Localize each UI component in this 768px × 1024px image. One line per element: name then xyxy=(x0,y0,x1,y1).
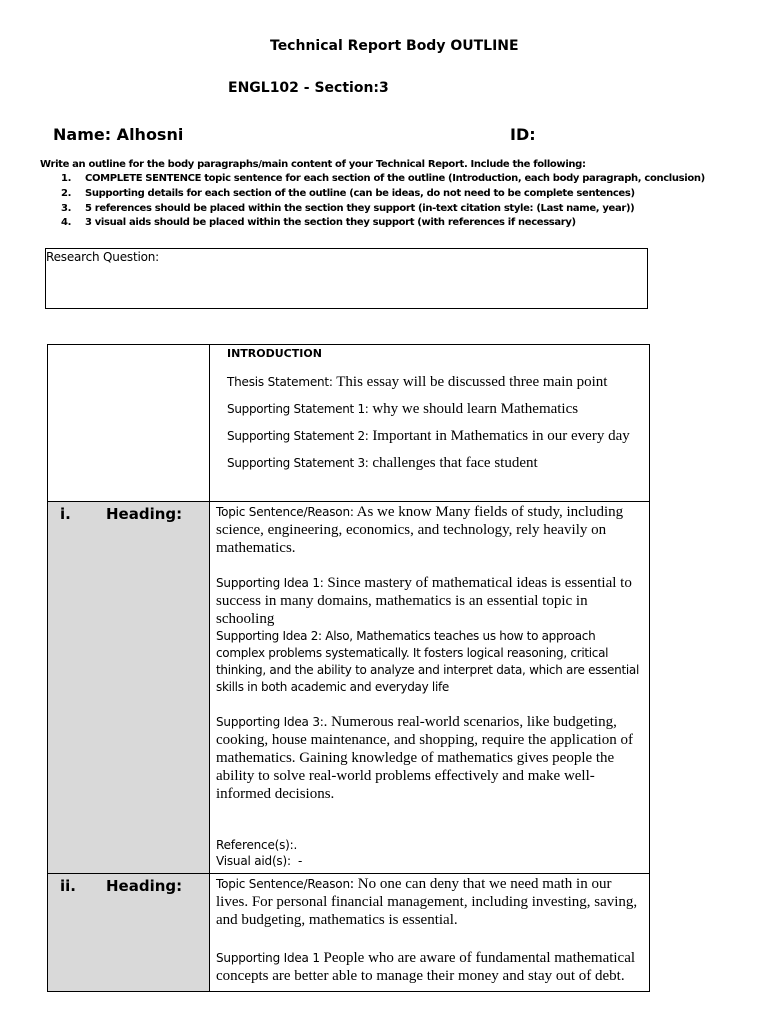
supporting-idea-1: Supporting Idea 1: Since mastery of mathematical ideas is essential to success in many domains, mathematics is an essential topic in schooling xyxy=(216,575,632,627)
outline-left-column xyxy=(48,345,210,991)
thesis-statement: Thesis Statement: This essay will be discussed three main point xyxy=(227,374,608,390)
supporting-statement: Supporting Statement 2: Important in Mathematics in our every day xyxy=(227,428,630,444)
topic-sentence: Topic Sentence/Reason: As we know Many fields of study, including science, engineering, economics, and technology, rely heavily on mathematics. xyxy=(216,504,624,556)
instructions-list: 1. COMPLETE SENTENCE topic sentence for each section of the outline (Introduction, each body paragraph, conclusion) 2. Supporting details for each section of the outline (can be ideas, do not need to be complete sentences) 3. 5 references should be placed within the section they support (in-text citation style: (Last name, year)) 4. 3 visual aids should be placed within the section they support (with references if necessary) xyxy=(61,173,705,228)
section-1-heading: Heading: xyxy=(106,505,183,523)
left-column-shading xyxy=(48,502,209,991)
section-1-roman: i. xyxy=(60,505,71,523)
introduction-cell[interactable] xyxy=(227,347,655,472)
supporting-idea-2: Supporting Idea 2: Also, Mathematics teaches us how to approach complex problems systematically. It fosters logical reasoning, critical thinking, and the ability to analyze and interpret data, which are essential skills in both academic and everyday life xyxy=(216,629,639,694)
section-2-heading: Heading: xyxy=(106,877,183,895)
student-id-label: ID: xyxy=(510,125,536,144)
student-name: Name: Alhosni xyxy=(53,125,184,144)
section-1-cell[interactable] xyxy=(216,503,644,869)
instructions-intro: Write an outline for the body paragraphs/main content of your Technical Report. Include the following: xyxy=(40,159,586,170)
supporting-idea-3: Supporting Idea 3:. Numerous real-world scenarios, like budgeting, cooking, house maintenance, and shopping, require the application of mathematics. Gaining knowledge of mathematics gives people the ability to solve real-world problems effectively and make well-informed decisions. xyxy=(216,714,633,802)
outline-table xyxy=(47,344,650,992)
introduction-heading: INTRODUCTION xyxy=(227,347,322,360)
course-section: ENGL102 - Section:3 xyxy=(228,80,389,96)
section-2-cell[interactable] xyxy=(216,875,644,985)
supporting-statement: Supporting Statement 1: why we should learn Mathematics xyxy=(227,401,579,417)
page-title: Technical Report Body OUTLINE xyxy=(270,38,519,54)
section-2-roman: ii. xyxy=(60,877,76,895)
supporting-idea-1: Supporting Idea 1 People who are aware of fundamental mathematical concepts are better able to manage their money and stay out of debt. xyxy=(216,950,636,984)
research-question-label: Research Question: xyxy=(46,250,159,264)
topic-sentence: Topic Sentence/Reason: No one can deny that we need math in our lives. For personal financial management, including investing, saving, and budgeting, mathematics is essential. xyxy=(216,876,638,928)
research-question-box[interactable] xyxy=(45,248,648,309)
visual-aids-label: Visual aid(s): - xyxy=(216,854,303,868)
row-divider xyxy=(48,501,649,502)
references-label: Reference(s):. xyxy=(216,838,298,852)
row-divider xyxy=(48,873,649,874)
supporting-statement: Supporting Statement 3: challenges that face student xyxy=(227,455,538,471)
